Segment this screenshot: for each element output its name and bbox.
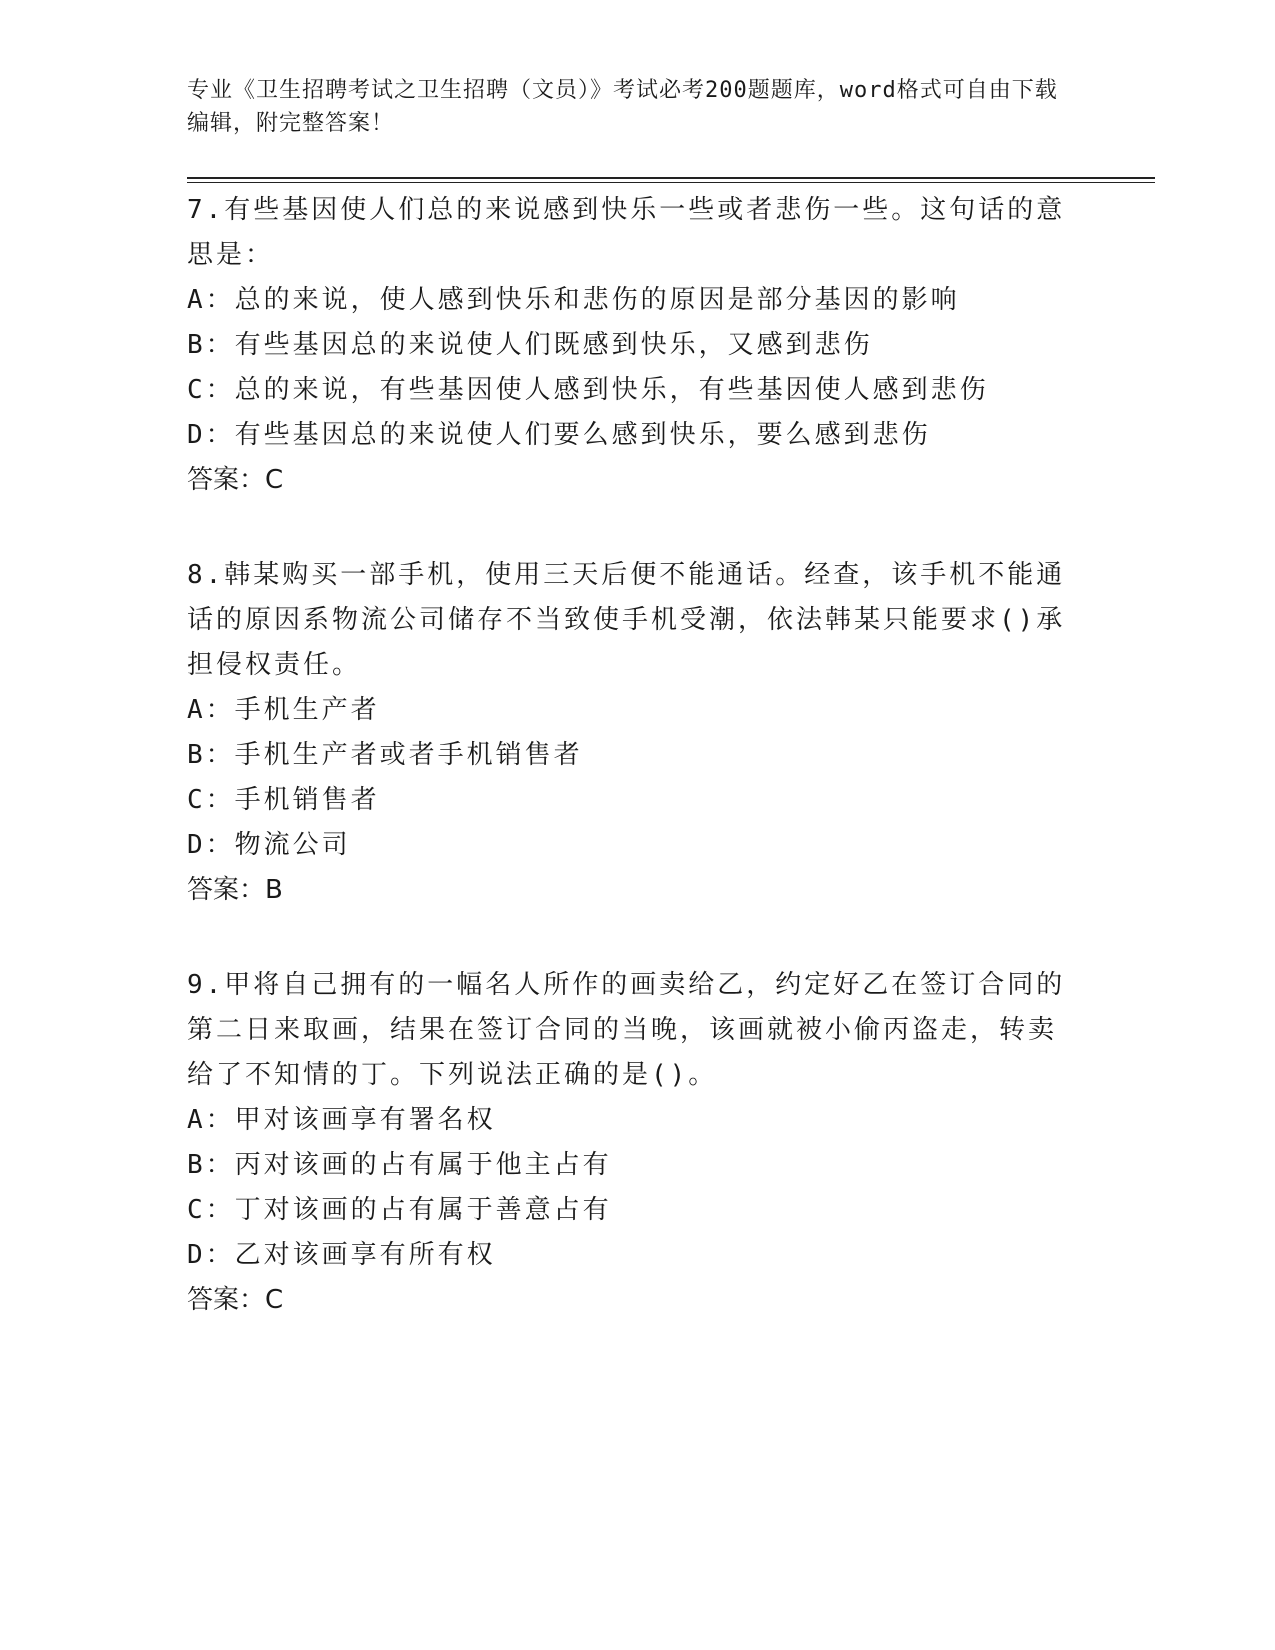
option-b: B：有些基因总的来说使人们既感到快乐，又感到悲伤 <box>187 330 873 360</box>
question-stem: 9.甲将自己拥有的一幅名人所作的画卖给乙，约定好乙在签订合同的第二日来取画，结果在签订合同的当晚，该画就被小偷丙盗走，转卖给了不知情的丁。下列说法正确的是()。 <box>187 970 1066 1090</box>
option-c: C：手机销售者 <box>187 785 380 815</box>
option-a: A：甲对该画享有署名权 <box>187 1105 496 1135</box>
question-list <box>187 188 1067 1373</box>
question-stem: 8.韩某购买一部手机，使用三天后便不能通话。经查，该手机不能通话的原因系物流公司储存不当致使手机受潮，依法韩某只能要求()承担侵权责任。 <box>187 560 1066 680</box>
answer: 答案：B <box>187 875 283 905</box>
option-d: D：乙对该画享有所有权 <box>187 1240 496 1270</box>
question-9 <box>187 963 1067 1323</box>
option-d: D：有些基因总的来说使人们要么感到快乐，要么感到悲伤 <box>187 420 931 450</box>
option-c: C：总的来说，有些基因使人感到快乐，有些基因使人感到悲伤 <box>187 375 989 405</box>
option-b: B：丙对该画的占有属于他主占有 <box>187 1150 612 1180</box>
question-8 <box>187 553 1067 913</box>
question-7 <box>187 188 1067 503</box>
option-a: A：总的来说，使人感到快乐和悲伤的原因是部分基因的影响 <box>187 285 960 315</box>
answer: 答案：C <box>187 1285 284 1315</box>
option-b: B：手机生产者或者手机销售者 <box>187 740 583 770</box>
header-divider-thin <box>187 182 1155 183</box>
option-d: D：物流公司 <box>187 830 351 860</box>
document-header: 专业《卫生招聘考试之卫生招聘（文员）》考试必考200题题库，word格式可自由下载编辑，附完整答案！ <box>187 78 1058 136</box>
answer: 答案：C <box>187 465 284 495</box>
question-stem: 7.有些基因使人们总的来说感到快乐一些或者悲伤一些。这句话的意思是： <box>187 195 1066 270</box>
header-divider-thick <box>187 177 1155 179</box>
option-c: C：丁对该画的占有属于善意占有 <box>187 1195 612 1225</box>
option-a: A：手机生产者 <box>187 695 380 725</box>
